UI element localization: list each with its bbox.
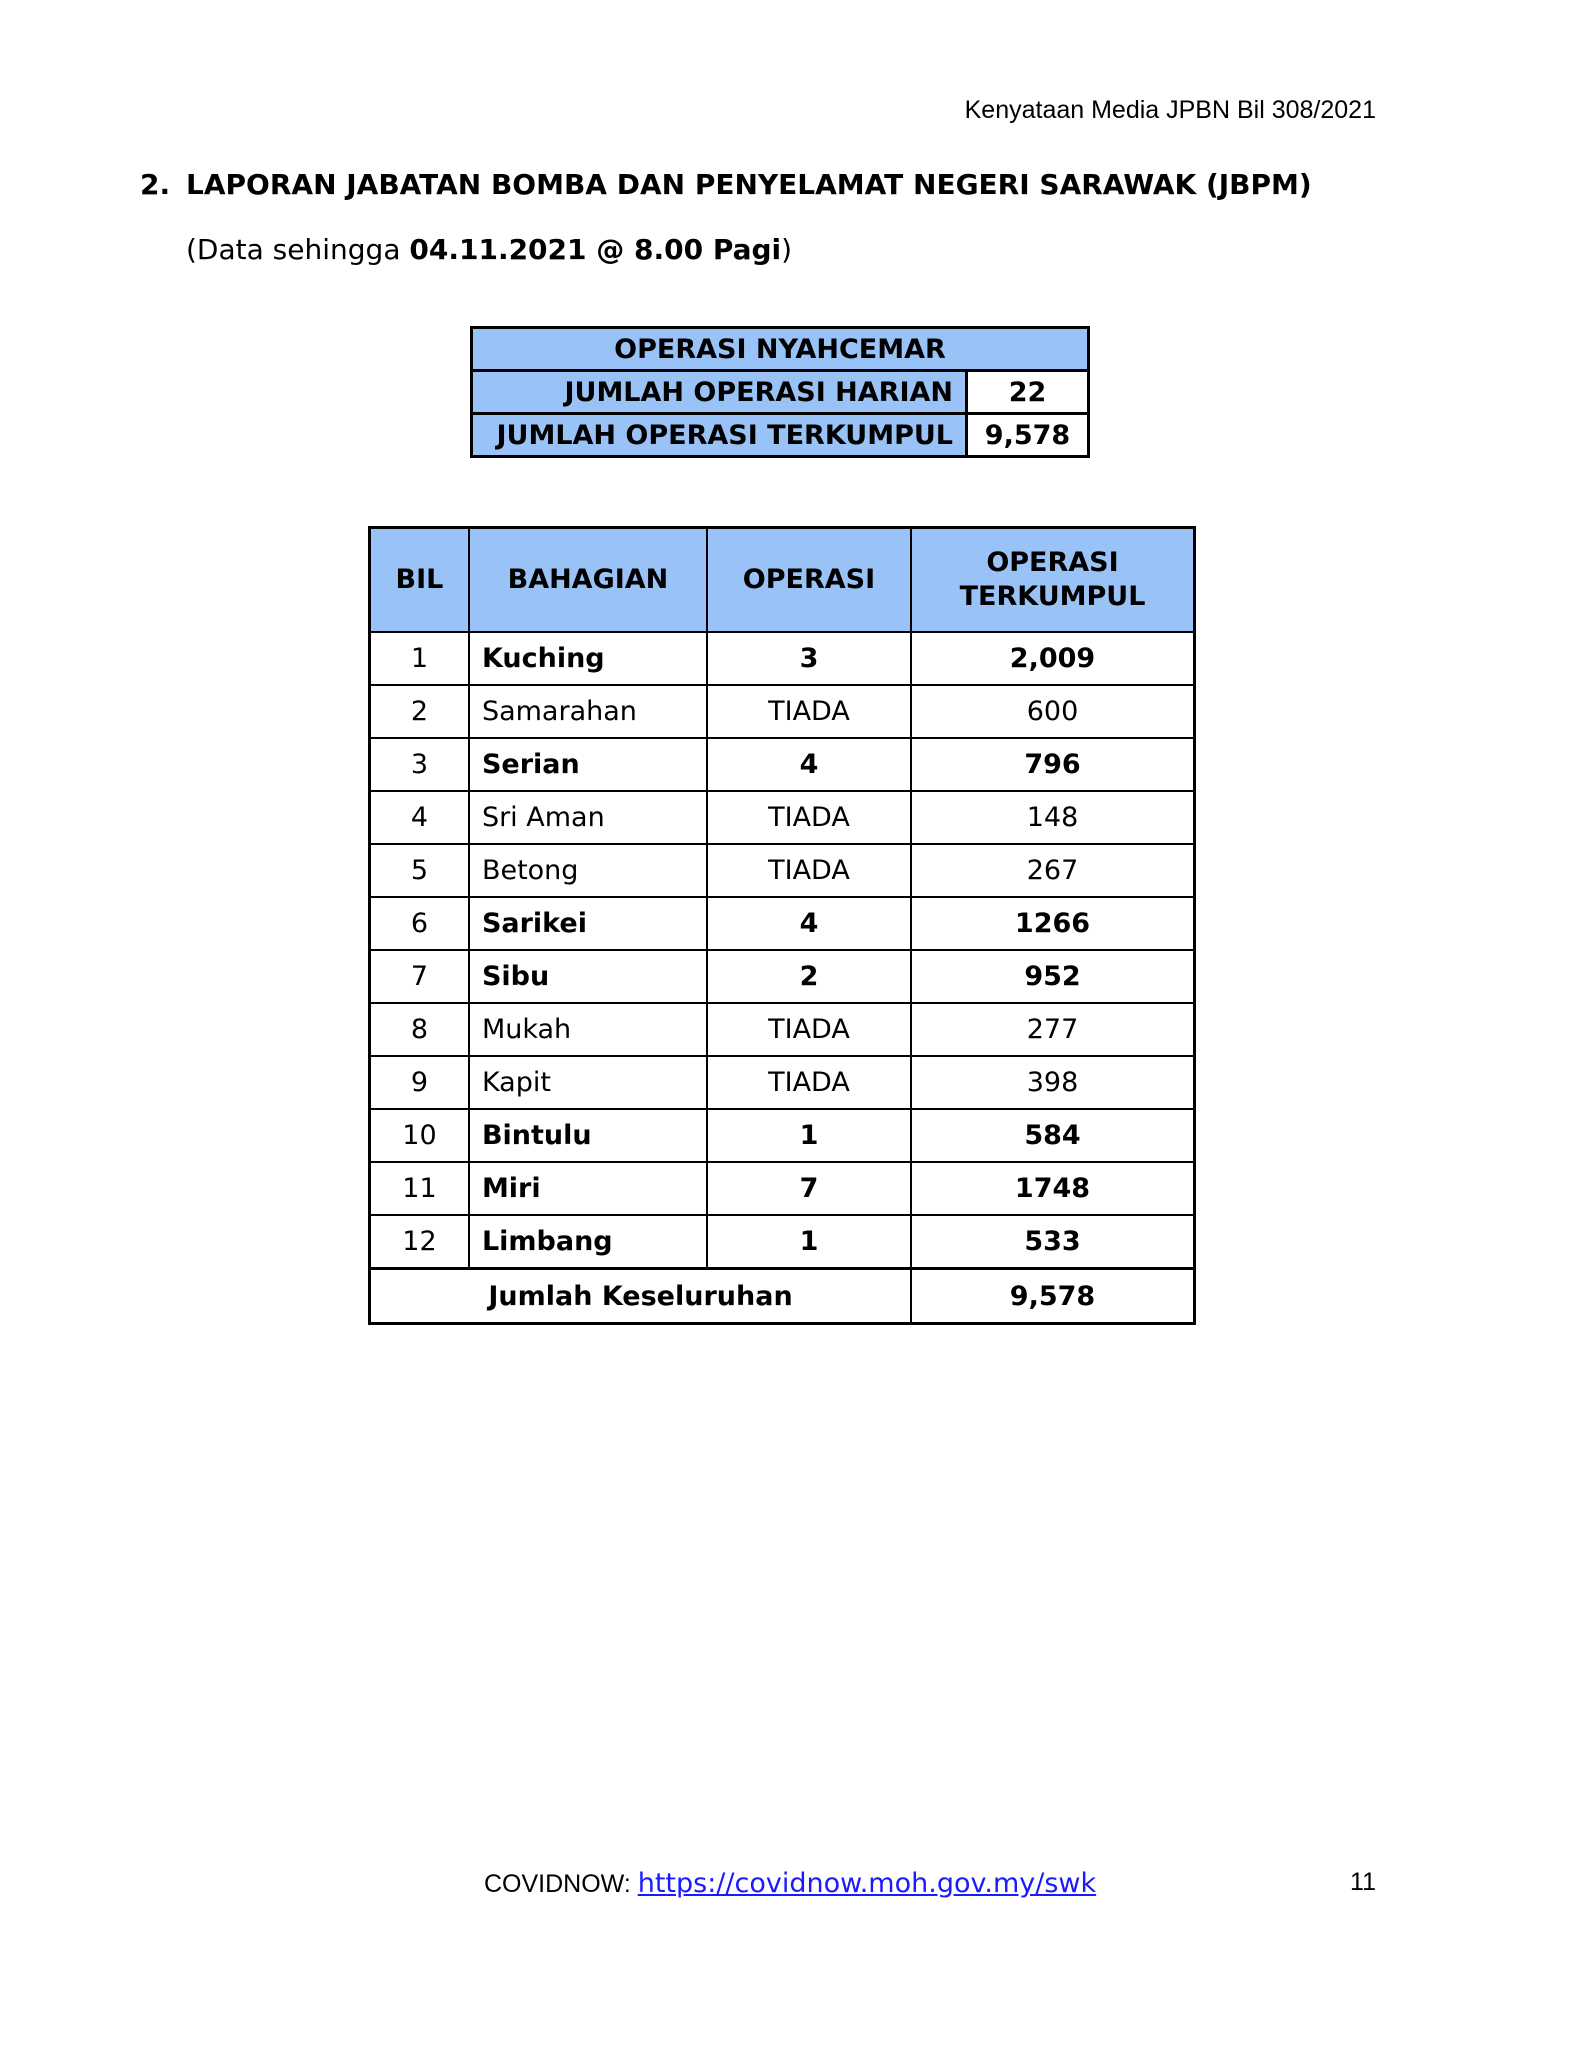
header-terkumpul-line2: TERKUMPUL <box>959 581 1146 612</box>
section-number: 2. <box>140 168 171 201</box>
footer-prefix: COVIDNOW: <box>484 1870 638 1898</box>
row-operasi: TIADA <box>707 791 911 844</box>
row-bil: 12 <box>370 1215 469 1269</box>
row-bahagian: Betong <box>469 844 707 897</box>
page-number: 11 <box>1350 1868 1376 1896</box>
cumulative-operations-label: JUMLAH OPERASI TERKUMPUL <box>472 414 967 457</box>
row-bil: 8 <box>370 1003 469 1056</box>
row-operasi: 7 <box>707 1162 911 1215</box>
row-bahagian: Sarikei <box>469 897 707 950</box>
table-row <box>370 1056 1195 1109</box>
row-operasi: TIADA <box>707 685 911 738</box>
daily-operations-value: 22 <box>967 371 1089 414</box>
table-row <box>370 844 1195 897</box>
header-operasi: OPERASI <box>707 528 911 633</box>
row-terkumpul: 1266 <box>911 897 1194 950</box>
row-bil: 6 <box>370 897 469 950</box>
table-row <box>370 1109 1195 1162</box>
row-terkumpul: 796 <box>911 738 1194 791</box>
row-terkumpul: 148 <box>911 791 1194 844</box>
row-terkumpul: 600 <box>911 685 1194 738</box>
table-total-row <box>370 1269 1195 1324</box>
cumulative-operations-value: 9,578 <box>967 414 1089 457</box>
row-bil: 1 <box>370 632 469 685</box>
row-operasi: 1 <box>707 1215 911 1269</box>
table-row <box>370 685 1195 738</box>
section-heading <box>140 168 1312 201</box>
row-terkumpul: 267 <box>911 844 1194 897</box>
row-bahagian: Serian <box>469 738 707 791</box>
row-bil: 2 <box>370 685 469 738</box>
row-bahagian: Kuching <box>469 632 707 685</box>
row-operasi: 4 <box>707 897 911 950</box>
table-row <box>370 1003 1195 1056</box>
row-bil: 7 <box>370 950 469 1003</box>
row-operasi: 3 <box>707 632 911 685</box>
row-operasi: 2 <box>707 950 911 1003</box>
row-operasi: TIADA <box>707 1003 911 1056</box>
table-header-row <box>370 528 1195 633</box>
date-suffix: ) <box>781 233 793 266</box>
row-bahagian: Kapit <box>469 1056 707 1109</box>
row-operasi: 1 <box>707 1109 911 1162</box>
header-bahagian: BAHAGIAN <box>469 528 707 633</box>
row-bil: 3 <box>370 738 469 791</box>
table-row <box>370 897 1195 950</box>
summary-table <box>470 326 1090 458</box>
total-value: 9,578 <box>911 1269 1194 1324</box>
table-row <box>370 1162 1195 1215</box>
row-terkumpul: 533 <box>911 1215 1194 1269</box>
row-terkumpul: 2,009 <box>911 632 1194 685</box>
header-terkumpul-line1: OPERASI <box>986 547 1119 578</box>
summary-title: OPERASI NYAHCEMAR <box>472 328 1089 371</box>
covidnow-link[interactable]: https://covidnow.moh.gov.my/swk <box>637 1868 1097 1899</box>
row-operasi: 4 <box>707 738 911 791</box>
data-date-line <box>186 233 792 266</box>
row-terkumpul: 398 <box>911 1056 1194 1109</box>
row-bil: 5 <box>370 844 469 897</box>
table-row <box>370 791 1195 844</box>
row-bil: 11 <box>370 1162 469 1215</box>
row-bahagian: Miri <box>469 1162 707 1215</box>
row-bil: 4 <box>370 791 469 844</box>
row-operasi: TIADA <box>707 844 911 897</box>
row-bahagian: Limbang <box>469 1215 707 1269</box>
table-row <box>370 950 1195 1003</box>
division-operations-table <box>368 526 1196 1325</box>
table-row <box>370 1215 1195 1269</box>
table-row <box>370 738 1195 791</box>
date-prefix: (Data sehingga <box>186 233 410 266</box>
row-bahagian: Mukah <box>469 1003 707 1056</box>
row-terkumpul: 584 <box>911 1109 1194 1162</box>
row-bil: 10 <box>370 1109 469 1162</box>
header-bil: BIL <box>370 528 469 633</box>
row-bil: 9 <box>370 1056 469 1109</box>
footer <box>484 1868 1096 1899</box>
date-value: 04.11.2021 @ 8.00 Pagi <box>409 233 782 266</box>
section-title: LAPORAN JABATAN BOMBA DAN PENYELAMAT NEGERI SARAWAK (JBPM) <box>186 168 1312 201</box>
row-terkumpul: 277 <box>911 1003 1194 1056</box>
daily-operations-label: JUMLAH OPERASI HARIAN <box>472 371 967 414</box>
row-terkumpul: 1748 <box>911 1162 1194 1215</box>
row-bahagian: Bintulu <box>469 1109 707 1162</box>
document-reference: Kenyataan Media JPBN Bil 308/2021 <box>964 96 1376 124</box>
table-row <box>370 632 1195 685</box>
row-bahagian: Samarahan <box>469 685 707 738</box>
row-bahagian: Sri Aman <box>469 791 707 844</box>
row-operasi: TIADA <box>707 1056 911 1109</box>
row-terkumpul: 952 <box>911 950 1194 1003</box>
header-operasi-terkumpul <box>911 528 1194 633</box>
total-label: Jumlah Keseluruhan <box>370 1269 912 1324</box>
row-bahagian: Sibu <box>469 950 707 1003</box>
